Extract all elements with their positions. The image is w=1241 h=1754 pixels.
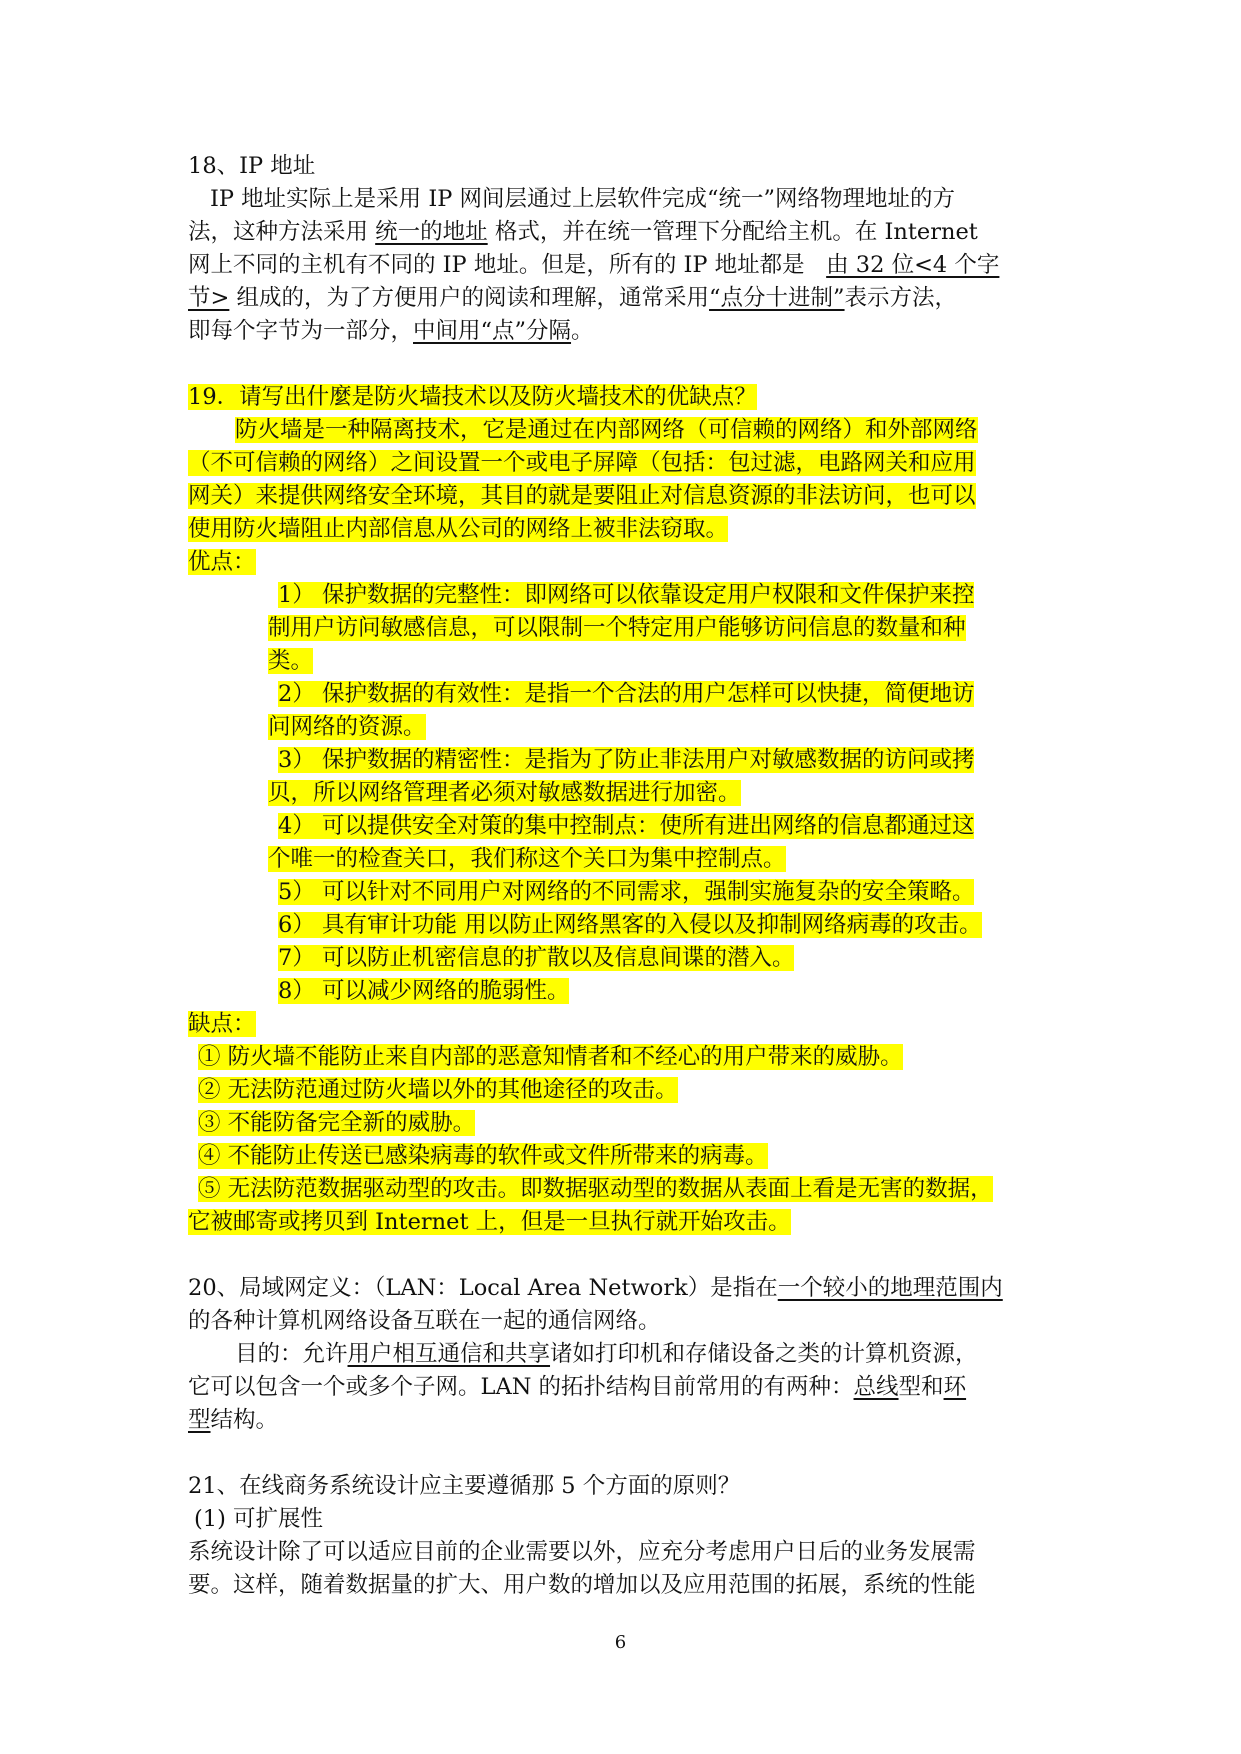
text-span: 表示方法， bbox=[844, 285, 958, 311]
text-span: 法，这种方法采用 bbox=[188, 219, 369, 245]
highlighted-text: 5） 可以针对不同用户对网络的不同需求，强制实施复杂的安全策略。 bbox=[278, 879, 975, 905]
pros-item bbox=[188, 975, 1058, 1008]
pros-label bbox=[188, 546, 1058, 579]
underlined-text: 统一的地址 bbox=[375, 219, 488, 245]
cons-item bbox=[188, 1074, 1058, 1107]
highlighted-text: 个唯一的检查关口，我们称这个关口为集中控制点。 bbox=[268, 846, 786, 872]
pros-item bbox=[188, 876, 1058, 909]
section-19-para-line bbox=[188, 414, 1058, 447]
underlined-text: 总线 bbox=[853, 1374, 899, 1400]
section-21-title: 21、在线商务系统设计应主要遵循那 5 个方面的原则？ bbox=[188, 1473, 741, 1499]
section-19-para-line bbox=[188, 480, 1058, 513]
text-span: 结构。 bbox=[210, 1407, 279, 1433]
text-span: 型和 bbox=[898, 1374, 944, 1400]
section-21-line-2: 要。这样，随着数据量的扩大、用户数的增加以及应用范围的拓展，系统的性能 bbox=[188, 1572, 976, 1598]
spacer bbox=[188, 1437, 1058, 1470]
section-20-line-5 bbox=[188, 1404, 1058, 1437]
highlighted-text: 2） 保护数据的有效性：是指一个合法的用户怎样可以快捷，简便地访 bbox=[278, 681, 975, 707]
highlighted-text: 它被邮寄或拷贝到 Internet 上，但是一旦执行就开始攻击。 bbox=[188, 1209, 791, 1235]
pros-item-cont bbox=[188, 777, 1058, 810]
highlighted-text: 制用户访问敏感信息，可以限制一个特定用户能够访问信息的数量和种 bbox=[268, 615, 966, 641]
underlined-text: 环 bbox=[943, 1374, 967, 1400]
highlighted-text: 防火墙是一种隔离技术，它是通过在内部网络（可信赖的网络）和外部网络 bbox=[235, 417, 978, 443]
highlighted-text: 1） 保护数据的完整性：即网络可以依靠设定用户权限和文件保护来控 bbox=[278, 582, 975, 608]
highlighted-text: 网关）来提供网络安全环境，其目的就是要阻止对信息资源的非法访问，也可以 bbox=[188, 483, 976, 509]
text-span: 它可以包含一个或多个子网。LAN 的拓扑结构目前常用的有两种： bbox=[188, 1374, 854, 1400]
text-span: 。 bbox=[571, 318, 594, 344]
section-20-line-4 bbox=[188, 1371, 1058, 1404]
section-18-line-2 bbox=[188, 216, 1058, 249]
text-span: 诸如打印机和存储设备之类的计算机资源， bbox=[550, 1341, 978, 1367]
section-18-line-4 bbox=[188, 282, 1058, 315]
highlighted-text: 使用防火墙阻止内部信息从公司的网络上被非法窃取。 bbox=[188, 516, 729, 542]
highlighted-text: ① 防火墙不能防止来自内部的恶意知情者和不经心的用户带来的威胁。 bbox=[198, 1044, 903, 1070]
underlined-text: 型 bbox=[188, 1407, 211, 1433]
highlighted-text: 4） 可以提供安全对策的集中控制点：使所有进出网络的信息都通过这 bbox=[278, 813, 975, 839]
highlighted-text: 7） 可以防止机密信息的扩散以及信息间谍的潜入。 bbox=[278, 945, 795, 971]
section-21-subtitle: (1) 可扩展性 bbox=[194, 1506, 324, 1532]
section-18-title: 18、IP 地址 bbox=[188, 153, 316, 179]
highlighted-text: 类。 bbox=[268, 648, 314, 674]
underlined-text: 一个较小的地理范围内 bbox=[777, 1275, 1003, 1301]
section-18-line-5 bbox=[188, 315, 1058, 348]
pros-item-cont bbox=[188, 711, 1058, 744]
spacer bbox=[188, 348, 1058, 381]
cons-item-cont bbox=[188, 1206, 1058, 1239]
pros-item-cont bbox=[188, 612, 1058, 645]
section-20-line-2: 的各种计算机网络设备互联在一起的通信网络。 bbox=[188, 1308, 661, 1334]
underlined-text: 中间用“点”分隔 bbox=[413, 318, 572, 344]
highlighted-text: ⑤ 无法防范数据驱动型的攻击。即数据驱动型的数据从表面上看是无害的数据， bbox=[198, 1176, 993, 1202]
section-19-para-line bbox=[188, 447, 1058, 480]
text-span: 即每个字节为一部分， bbox=[188, 318, 414, 344]
text-span: 目的：允许 bbox=[235, 1341, 348, 1367]
section-20-line-1 bbox=[188, 1272, 1058, 1305]
section-18-line-1: IP 地址实际上是采用 IP 网间层通过上层软件完成“统一”网络物理地址的方 bbox=[210, 186, 956, 212]
cons-label bbox=[188, 1008, 1058, 1041]
section-19-para-line bbox=[188, 513, 1058, 546]
highlighted-text: （不可信赖的网络）之间设置一个或电子屏障（包括：包过滤，电路网关和应用 bbox=[188, 450, 976, 476]
highlighted-text: ③ 不能防备完全新的威胁。 bbox=[198, 1110, 476, 1136]
highlighted-text: 19．请写出什麼是防火墙技术以及防火墙技术的优缺点？ bbox=[188, 384, 757, 410]
pros-item bbox=[188, 909, 1058, 942]
highlighted-text: ④ 不能防止传送已感染病毒的软件或文件所带来的病毒。 bbox=[198, 1143, 768, 1169]
highlighted-text: 贝，所以网络管理者必须对敏感数据进行加密。 bbox=[268, 780, 741, 806]
pros-item-cont bbox=[188, 645, 1058, 678]
pros-item bbox=[188, 744, 1058, 777]
cons-item bbox=[188, 1173, 1058, 1206]
highlighted-text: ② 无法防范通过防火墙以外的其他途径的攻击。 bbox=[198, 1077, 678, 1103]
spacer bbox=[188, 1239, 1058, 1272]
cons-item bbox=[188, 1107, 1058, 1140]
section-21-line-1: 系统设计除了可以适应目前的企业需要以外，应充分考虑用户日后的业务发展需 bbox=[188, 1539, 976, 1565]
pros-item-cont bbox=[188, 843, 1058, 876]
cons-item bbox=[188, 1140, 1058, 1173]
underlined-text: “点分十进制” bbox=[709, 285, 845, 311]
text-span: 组成的，为了方便用户的阅读和理解，通常采用 bbox=[236, 285, 710, 311]
section-18-line-3 bbox=[188, 249, 1058, 282]
cons-item bbox=[188, 1041, 1058, 1074]
pros-item bbox=[188, 810, 1058, 843]
section-20-line-3 bbox=[188, 1338, 1058, 1371]
underlined-text: 由 32 位<4 个字 bbox=[826, 252, 1000, 278]
highlighted-text: 6） 具有审计功能 用以防止网络黑客的入侵以及抑制网络病毒的攻击。 bbox=[278, 912, 982, 938]
text-span: 网上不同的主机有不同的 IP 地址。但是，所有的 IP 地址都是 bbox=[188, 252, 805, 278]
highlighted-text: 3） 保护数据的精密性：是指为了防止非法用户对敏感数据的访问或拷 bbox=[278, 747, 975, 773]
highlighted-text: 优点： bbox=[188, 549, 256, 575]
pros-item bbox=[188, 579, 1058, 612]
document-page bbox=[188, 150, 1058, 1602]
pros-item bbox=[188, 678, 1058, 711]
underlined-text: 节> bbox=[188, 285, 230, 311]
underlined-text: 用户相互通信和共享 bbox=[347, 1341, 551, 1367]
pros-item bbox=[188, 942, 1058, 975]
highlighted-text: 缺点： bbox=[188, 1011, 256, 1037]
highlighted-text: 8） 可以减少网络的脆弱性。 bbox=[278, 978, 570, 1004]
page-number: 6 bbox=[614, 1632, 627, 1653]
highlighted-text: 问网络的资源。 bbox=[268, 714, 426, 740]
text-span: 20、局域网定义：（LAN：Local Area Network）是指在 bbox=[188, 1275, 778, 1301]
text-span: 格式，并在统一管理下分配给主机。在 Internet bbox=[494, 219, 978, 245]
section-19-title bbox=[188, 381, 1058, 414]
